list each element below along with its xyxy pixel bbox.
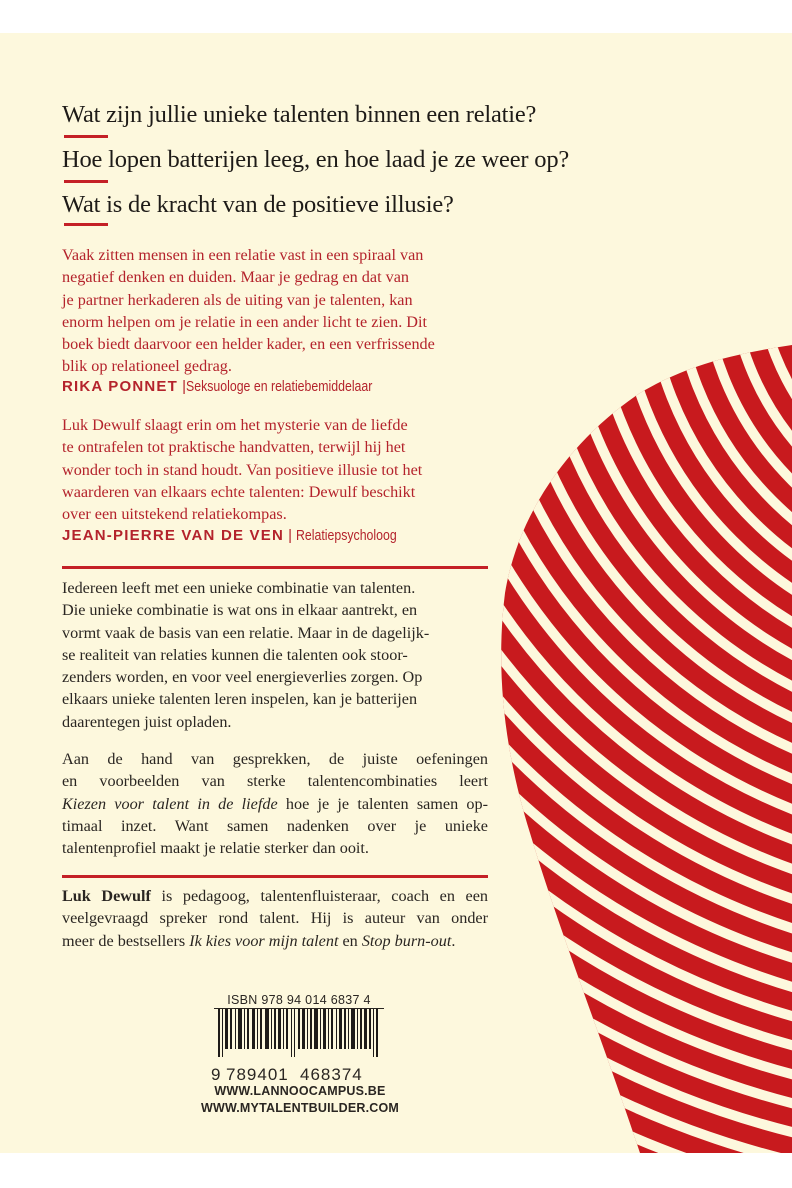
blurb-line: Aan de hand van gesprekken, de juiste oefeningen: [62, 750, 488, 768]
blurb-line: daarentegen juist opladen.: [62, 712, 232, 731]
isbn-barcode: [214, 993, 384, 1057]
book-title: Ik kies voor mijn talent: [189, 931, 339, 950]
attribution-separator: |: [182, 378, 187, 395]
blurb-paragraph-2: [62, 748, 488, 859]
quote-line: wonder toch in stand houdt. Van positieve illusie tot het: [62, 460, 423, 479]
quote-2-author: JEAN-PIERRE VAN DE VEN: [62, 527, 284, 544]
blurb-line: talentenprofiel maakt je relatie sterker dan ooit.: [62, 839, 369, 858]
quote-1-author: RIKA PONNET: [62, 378, 178, 395]
question-3: Wat is de kracht van de positieve illusie?: [62, 191, 454, 218]
bio-line: [62, 930, 488, 952]
quote-line: te ontrafelen tot praktische handvatten, terwijl hij het: [62, 438, 406, 457]
quote-line: negatief denken en duiden. Maar je gedrag en dat van: [62, 268, 409, 287]
blurb-text: hoe je je talenten samen op-: [277, 794, 489, 813]
blurb-line: en voorbeelden van sterke talentencombinaties leert: [62, 772, 488, 791]
blurb-line: elkaars unieke talenten leren inspelen, kan je batterijen: [62, 690, 418, 709]
quote-line: Vaak zitten mensen in een relatie vast in een spiraal van: [62, 246, 424, 264]
blurb-line: Die unieke combinatie is wat ons in elkaar aantrekt, en: [62, 601, 418, 620]
quote-line: waarderen van elkaars echte talenten: Dewulf beschikt: [62, 482, 416, 501]
website-url[interactable]: WWW.MYTALENTBUILDER.COM: [200, 1101, 400, 1115]
question-1-underline: [64, 135, 108, 138]
bio-line: [62, 885, 488, 907]
bio-text: is pedagoog, talentenfluisteraar, coach en een: [150, 887, 488, 905]
blurb-paragraph-1: [62, 577, 488, 733]
author-bio: [62, 885, 488, 952]
quote-2-attribution: [62, 527, 415, 544]
book-title: Kiezen voor talent in de liefde: [62, 794, 278, 813]
divider-1: [62, 566, 488, 569]
blurb-line: zenders worden, en voor veel energieverlies zorgen. Op: [62, 668, 423, 687]
barcode-bars: [214, 1008, 384, 1057]
quote-2-text: [62, 414, 488, 525]
quote-line: boek biedt daarvoor een helder kader, en een verfrissende: [62, 335, 435, 354]
isbn-digit-first: 9: [211, 1065, 221, 1084]
book-title: Stop burn-out: [361, 931, 452, 950]
quote-2-role: Relatiepsycholoog: [296, 528, 397, 544]
bio-line: veelgevraagd spreker rond talent. Hij is auteur van onder: [62, 909, 488, 928]
question-2: Hoe lopen batterijen leeg, en hoe laad je ze weer op?: [62, 146, 570, 173]
question-1: Wat zijn jullie unieke talenten binnen een relatie?: [62, 101, 537, 128]
quote-1-role: Seksuologe en relatiebemiddelaar: [186, 379, 373, 395]
quote-1-text: [62, 244, 488, 378]
quote-line: Luk Dewulf slaagt erin om het mysterie van de liefde: [62, 416, 408, 434]
isbn-digits-right: 468374: [300, 1065, 363, 1084]
bio-text: .: [451, 931, 456, 950]
publisher-url[interactable]: WWW.LANNOOCAMPUS.BE: [214, 1084, 386, 1098]
blurb-line: [62, 793, 488, 815]
isbn-label: ISBN 978 94 014 6837 4: [227, 993, 371, 1007]
blurb-line: Iedereen leeft met een unieke combinatie van talenten.: [62, 579, 416, 597]
quote-line: je partner herkaderen als de uiting van je talenten, kan: [62, 290, 413, 309]
question-3-underline: [64, 223, 108, 226]
blurb-line: se realiteit van relaties kunnen die talenten ook stoor-: [62, 645, 408, 664]
bio-text: en: [338, 931, 362, 950]
quote-line: blik op relationeel gedrag.: [62, 357, 232, 376]
quote-line: over een uitstekend relatiekompas.: [62, 505, 287, 524]
blurb-line: timaal inzet. Want samen nadenken over je unieke: [62, 816, 488, 835]
isbn-digits-left: 789401: [226, 1065, 289, 1084]
attribution-separator: |: [288, 527, 293, 544]
quote-1-attribution: [62, 378, 405, 395]
author-name: Luk Dewulf: [62, 887, 151, 905]
book-back-cover: [0, 33, 792, 1153]
divider-2: [62, 875, 488, 878]
blurb-line: vormt vaak de basis van een relatie. Maar in de dagelijk-: [62, 623, 430, 642]
quote-line: enorm helpen om je relatie in een ander licht te zien. Dit: [62, 312, 427, 331]
question-2-underline: [64, 180, 108, 183]
bio-text: meer de bestsellers: [62, 931, 190, 950]
